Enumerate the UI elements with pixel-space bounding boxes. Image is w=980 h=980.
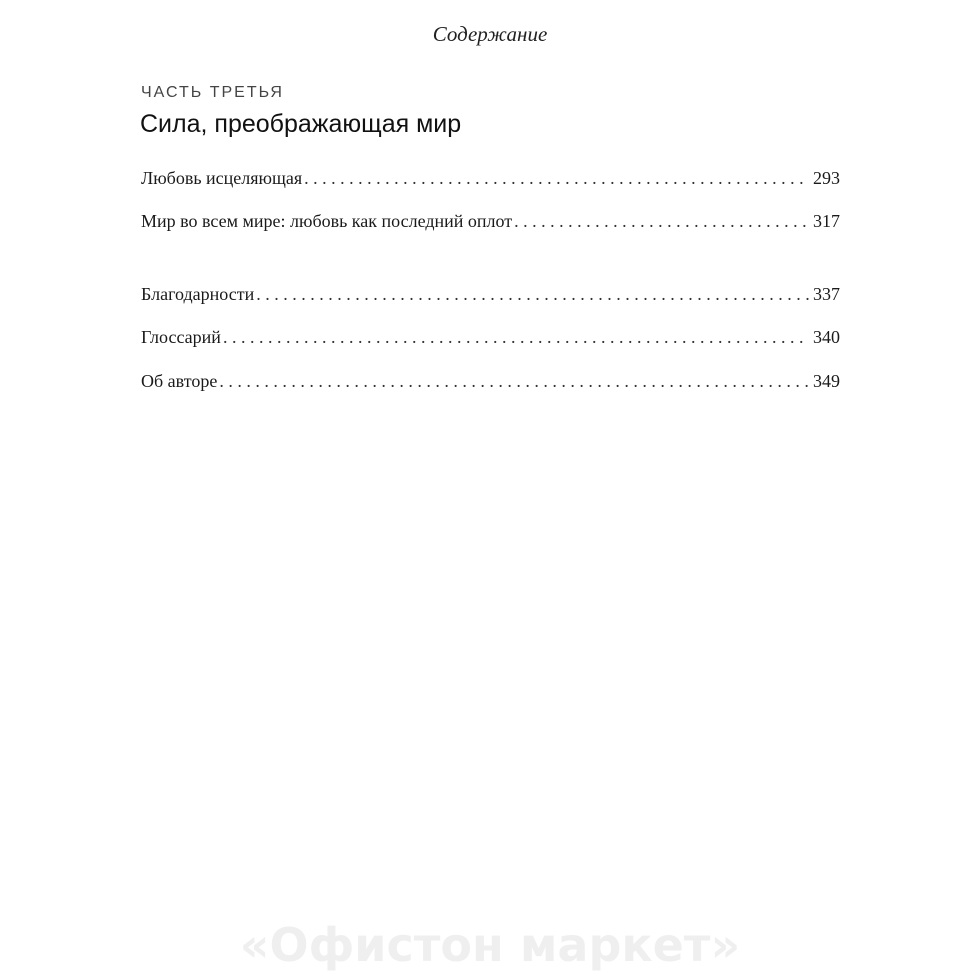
dot-leader xyxy=(219,368,809,394)
toc-entry xyxy=(141,165,840,191)
toc-entry-page: 349 xyxy=(813,371,840,391)
toc-entry xyxy=(141,281,840,307)
dot-leader xyxy=(223,324,809,350)
toc-entry-title: Об авторе xyxy=(141,371,218,391)
toc-entry-page: 337 xyxy=(813,284,840,304)
watermark: «Офистон маркет» xyxy=(239,918,741,972)
toc-entry xyxy=(141,368,840,394)
running-head: Содержание xyxy=(432,22,548,46)
dot-leader xyxy=(256,281,809,307)
dot-leader xyxy=(514,208,809,234)
toc-entry xyxy=(141,208,840,234)
toc-entry xyxy=(141,324,840,350)
part-title: Сила, преображающая мир xyxy=(140,110,462,138)
toc-entry-page: 340 xyxy=(813,327,840,347)
toc-entry-page: 317 xyxy=(813,211,840,231)
toc-entry-title: Глоссарий xyxy=(141,327,221,347)
dot-leader xyxy=(304,165,809,191)
toc-entry-page: 293 xyxy=(813,168,840,188)
toc-entry-title: Благодарности xyxy=(141,284,255,304)
toc-entry-title: Любовь исцеляющая xyxy=(141,168,303,188)
part-label: ЧАСТЬ ТРЕТЬЯ xyxy=(141,84,284,101)
toc-entry-title: Мир во всем мире: любовь как последний оплот xyxy=(141,211,513,231)
